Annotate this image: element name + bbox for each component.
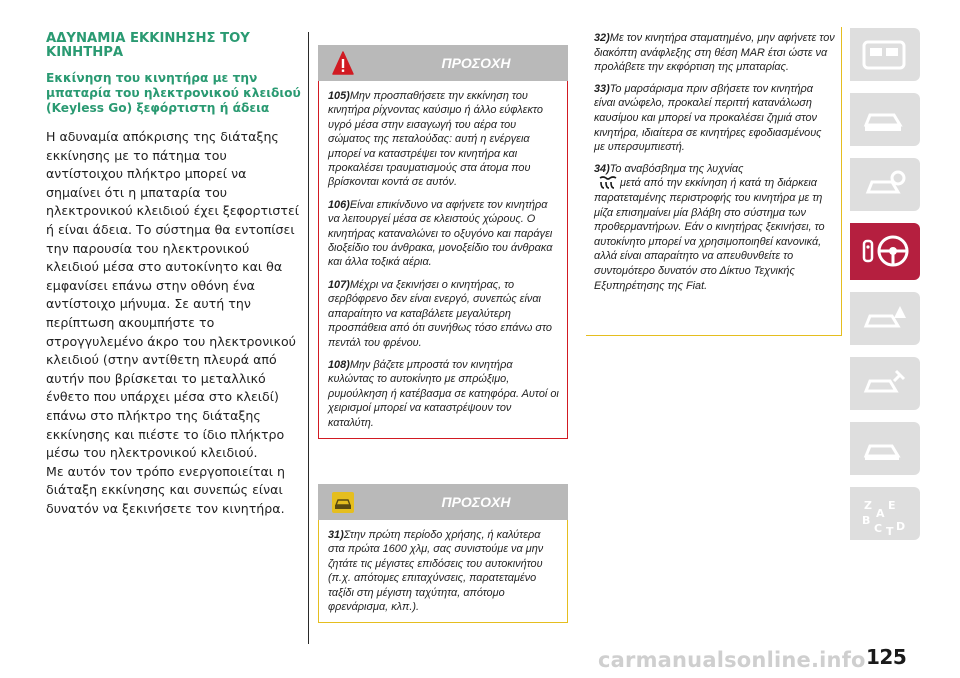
note-107: 107)Μέχρι να ξεκινήσει ο κινητήρας, το σερβόφρενο δεν είναι ενεργό, συνεπώς είναι απαραίτητο να καταβάλετε μεγαλύτερη προσπάθεια από ότι συνήθως τόσο επάνω στο πεντάλ του φρένου.: [328, 278, 552, 349]
car-safety-icon: [862, 168, 908, 202]
car-emergency-icon: [862, 302, 908, 336]
note-106: 106)Είναι επικίνδυνο να αφήνετε τον κινητήρα να λειτουργεί μέσα σε κλειστούς χώρους. Ο κινητήρας καταναλώνει το οξυγόνο και παράγει διοξείδιο του άνθρακα, μονοξείδιο του άνθρακα και άλλα τοξικά αέρια.: [328, 198, 553, 269]
body-paragraph: Η αδυναμία απόκρισης της διάταξης εκκίνησης με το πάτημα του αντίστοιχου πλήκτρο μπορεί να σημαίνει ότι η μπαταρία του ηλεκτρονικού κλειδιού έχει ξεφορτιστεί ή είναι άδεια. Το σύστημα θα εντοπίσει την παρουσία του ηλεκτρονικού κλειδιού μέσα στο αυτοκίνητο και θα εμφανίσει επάνω στην οθόνη ένα αντίστοιχο μήνυμα. Σε αυτή την περίπτωση ακουμπήστε το στρογγυλεμένο άκρο του ηλεκτρονικού κλειδιού (στην αντίθετη πλευρά από αυτήν που βρίσκεται το μεταλλικό ένθετο που υπάρχει μέσα στο κλειδί) επάνω στο πλήκτρο της διάταξης εκκίνησης και πιέστε το ίδιο πλήκτρο μέσω του ηλεκτρονικού κλειδιού.: [46, 129, 300, 461]
svg-text:Z: Z: [864, 499, 872, 512]
note-105: 105)Μην προσπαθήσετε την εκκίνηση του κινητήρα ρίχνοντας καύσιμο ή άλλο εύφλεκτο υγρό μέσα στην εισαγωγή του αέρα του σώματος της πεταλούδας: αυτή η ενέργεια μπορεί να καταστρέψει τον κινητήρα και προκαλέσει τραυματισμούς στα άτομα που βρίσκονται κοντά σε αυτόν.: [328, 90, 543, 189]
car-dashboard-icon: [862, 38, 908, 72]
glow-plug-icon: [598, 176, 618, 190]
continued-notes-box: [586, 27, 842, 336]
chapter-sidebar: [850, 28, 920, 552]
tab-starting-driving[interactable]: [850, 223, 920, 280]
warning-box: [318, 45, 568, 439]
svg-text:E: E: [888, 499, 896, 512]
column-divider: [308, 32, 309, 644]
car-service-icon: [862, 367, 908, 401]
car-caution-icon: [332, 490, 354, 515]
note-32: 32)Με τον κινητήρα σταματημένο, μην αφήνετε τον διακόπτη ανάφλεξης στη θέση MAR έτσι ώστε να προλάβετε την εκφόρτιση της μπαταρίας.: [594, 32, 835, 74]
svg-text:T: T: [886, 525, 894, 537]
note-34: 34)Το αναβόσβημα της λυχνίας μετά από την εκκίνηση ή κατά τη διάρκεια παρατεταμένης περιστροφής του κινητήρα με τη μίζα επισημαίνει μία βλάβη στο σύστημα των προθερμαντήρων. Εάν ο κινητήρας ξεκινήσει, το αυτοκίνητο μπορεί να χρησιμοποιηθεί κανονικά, αλλά είναι απαραίτητο να απευθυνθείτε το συντομότερο δυνατόν στο Δίκτυο Τεχνικής Εξυπηρέτησης της Fiat.: [594, 162, 825, 292]
tab-dashboard[interactable]: [850, 28, 920, 81]
svg-text:A: A: [876, 507, 885, 520]
section-subheading: Εκκίνηση του κινητήρα με την μπαταρία του ηλεκτρονικού κλειδιού (Keyless Go) ξεφόρτιστη ή άδεια: [46, 71, 301, 115]
tab-index[interactable]: [850, 487, 920, 540]
index-letters-icon: [862, 497, 908, 537]
caution-notes: [318, 520, 568, 623]
tab-service[interactable]: [850, 357, 920, 410]
note-108: 108)Μην βάζετε μπροστά τον κινητήρα κυλώντας το αυτοκίνητο με σπρώξιμο, ρυμούλκηση ή κατέβασμα σε κατηφόρα. Αυτοί οι χειρισμοί μπορεί να καταστρέψουν τον καταλύτη.: [328, 358, 559, 429]
caution-box: [318, 484, 568, 623]
warning-header: [318, 45, 568, 81]
warning-notes: [318, 81, 568, 439]
svg-text:C: C: [874, 522, 883, 535]
section-heading: ΑΔΥΝΑΜΙΑ ΕΚΚΙΝΗΣΗΣ ΤΟΥ ΚΙΝΗΤΗΡΑ: [46, 31, 250, 60]
tab-specs[interactable]: [850, 422, 920, 475]
tab-emergency[interactable]: [850, 292, 920, 345]
tab-car-info[interactable]: [850, 93, 920, 146]
left-column: [46, 32, 302, 518]
tab-safety[interactable]: [850, 158, 920, 211]
caution-title: ΠΡΟΣΟΧΗ: [441, 494, 511, 510]
note-31: 31)Στην πρώτη περίοδο χρήσης, ή καλύτερα στα πρώτα 1600 χλμ, σας συνιστούμε να μην ζητάτε τις μέγιστες επιδόσεις του αυτοκινήτου (π.χ. απότομες επιταχύνσεις, παρατεταμένο ταξίδι στη μέγιστη ταχύτητα, απότομο φρενάρισμα, κλπ.).: [328, 529, 544, 614]
note-33: 33)Το μαρσάρισμα πριν σβήσετε τον κινητήρα είναι ανώφελο, προκαλεί περιττή κατανάλωση καυσίμου και μπορεί να προκαλέσει ζημιά στον κινητήρα, ιδιαίτερα σε κινητήρες εφοδιασμένους με υπερσυμπιεστή.: [594, 82, 822, 154]
caution-header: [318, 484, 568, 520]
page-number: 125: [866, 645, 907, 669]
car-specs-icon: [862, 432, 908, 466]
body-paragraph-2: Με αυτόν τον τρόπο ενεργοποιείται η διάταξη εκκίνησης και συνεπώς είναι δυνατόν να ξεκινήσετε τον κινητήρα.: [46, 463, 286, 516]
svg-text:B: B: [862, 514, 871, 527]
warning-title: ΠΡΟΣΟΧΗ: [441, 55, 511, 71]
warning-icon: [332, 51, 354, 76]
svg-text:D: D: [896, 520, 906, 533]
steering-wheel-icon: [862, 233, 910, 269]
car-info-icon: [862, 103, 908, 137]
watermark: carmanualsonline.info: [598, 648, 866, 672]
